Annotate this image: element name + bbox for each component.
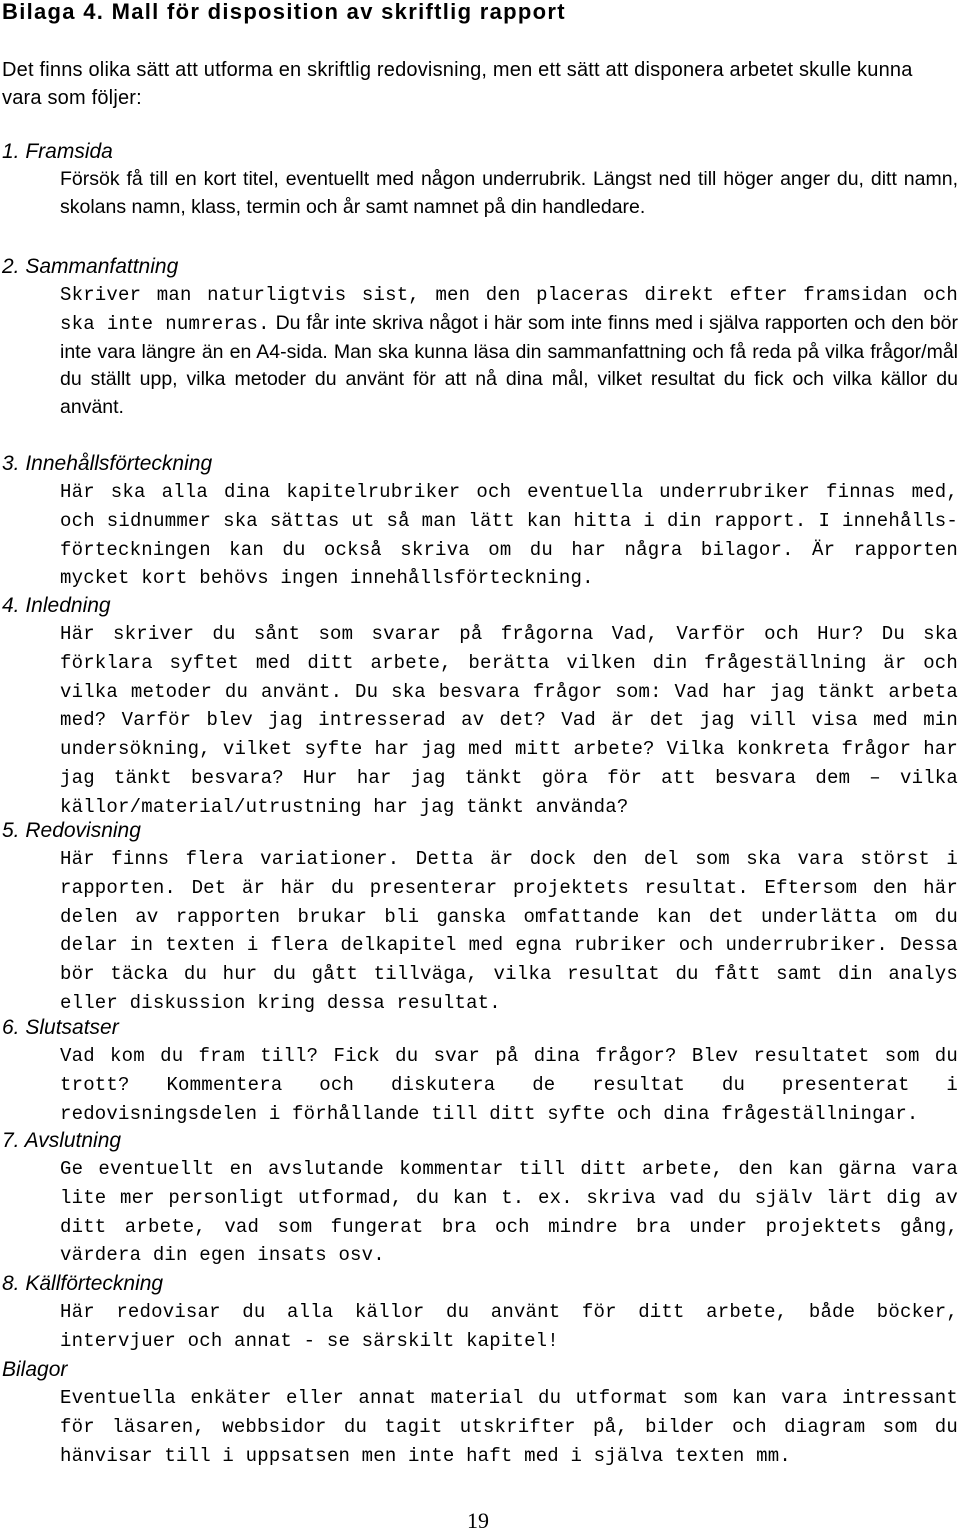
section-bilagor — [0, 1356, 960, 1470]
section-kallforteckning — [0, 1270, 960, 1356]
section-framsida — [0, 138, 960, 222]
section-sammanfattning — [0, 253, 960, 422]
section-heading: Bilagor — [2, 1358, 68, 1381]
section-heading: 6. Slutsatser — [2, 1016, 119, 1039]
section-heading: 1. Framsida — [2, 140, 113, 163]
section-text: Försök få till en kort titel, eventuellt med någon underrubrik. Längst ned till höger anger du, ditt namn, skolans namn, klass, termin och år samt namnet på din handledare. — [60, 168, 958, 218]
section-inledning — [0, 592, 960, 822]
section-redovisning — [0, 817, 960, 1018]
section-heading: 7. Avslutning — [2, 1129, 122, 1152]
section-text: Vad kom du fram till? Fick du svar på dina frågor? Blev resultatet som du trott? Kommentera och diskutera de resultat du presenterat i redovisningsdelen i förhållande till ditt syfte och dina frågeställningar. — [60, 1045, 958, 1125]
section-body — [60, 620, 958, 822]
section-body — [60, 1042, 958, 1128]
section-body — [60, 1298, 958, 1356]
section-body — [60, 1384, 958, 1470]
section-text: Eventuella enkäter eller annat material du utformat som kan vara intressant för läsaren, webbsidor du tagit utskrifter på, bilder och diagram som du hänvisar till i uppsatsen men inte haft med i själva texten mm. — [60, 1387, 958, 1467]
section-text: Du får inte skriva något i här som inte finns med i själva rapporten och den bör inte vara längre än en A4-sida. — [60, 311, 958, 363]
document-title: Bilaga 4. Mall för disposition av skriftlig rapport — [2, 0, 566, 24]
section-slutsatser — [0, 1014, 960, 1128]
section-body — [60, 1155, 958, 1270]
section-text: Här skriver du sånt som svarar på frågorna Vad, Varför och Hur? Du ska förklara syftet med ditt arbete, berätta vilken din frågeställning är och vilka metoder du använt. Du ska besvara frågor som: Vad har jag tänkt arbeta med? Varför blev jag intresserad av det? Vad är det jag vill visa med min undersökning, vilket syfte har jag med mitt arbete? Vilka konkreta frågor har jag tänkt besvara? Hur har jag tänkt göra för att besvara dem – vilka källor/material/utrustning har jag tänkt använda? — [60, 623, 958, 818]
section-text: Här ska alla dina kapitelrubriker och eventuella underrubriker finnas med, och sidnummer ska sättas ut så man lätt kan hitta i din rapport. I innehålls-förteckningen kan du också skriva om du har några bilagor. Är rapporten mycket kort behövs ingen innehållsförteckning. — [60, 481, 958, 590]
section-text: Här redovisar du alla källor du använt för ditt arbete, både böcker, intervjuer och annat - se särskilt kapitel! — [60, 1301, 958, 1352]
section-body — [60, 281, 958, 422]
section-heading: 8. Källförteckning — [2, 1272, 164, 1295]
section-heading: 4. Inledning — [2, 594, 111, 617]
section-text: Här finns flera variationer. Detta är dock den del som ska vara störst i rapporten. Det är här du presenterar projektets resultat. Eftersom den här delen av rapporten brukar bli ganska omfattande kan det underlätta om du delar in texten i flera delkapitel med egna rubriker och underrubriker. Dessa bör täcka du hur du gått tillväga, vilka resultat du fått samt din analys eller diskussion kring dessa resultat. — [60, 848, 958, 1014]
section-text: Ge eventuellt en avslutande kommentar till ditt arbete, den kan gärna vara lite mer personligt utformad, du kan t. ex. skriva vad du själv lärt dig av ditt arbete, vad som fungerat bra och mindre bra under projektets gång, värdera din egen insats osv. — [60, 1158, 958, 1267]
section-body — [60, 845, 958, 1018]
section-heading: 5. Redovisning — [2, 819, 141, 842]
section-avslutning — [0, 1127, 960, 1270]
intro-paragraph: Det finns olika sätt att utforma en skriftlig redovisning, men ett sätt att disponera arbetet skulle kunna vara som följer: — [2, 59, 913, 109]
section-body — [60, 478, 958, 593]
section-text: Man ska kunna läsa din sammanfattning och få reda på vilka frågor/mål du ställt upp, vilka metoder du använt för att nå dina mål, vilket resultat du fick och vilka källor du använt. — [60, 340, 958, 419]
section-heading: 3. Innehållsförteckning — [2, 452, 213, 475]
section-heading: 2. Sammanfattning — [2, 255, 179, 278]
page-number: 19 — [467, 1508, 489, 1533]
section-text: Skriver man naturligtvis sist, men den placeras direkt efter framsidan och ska inte numreras. — [60, 284, 958, 335]
section-innehallsforteckning — [0, 450, 960, 593]
section-body — [60, 166, 958, 222]
